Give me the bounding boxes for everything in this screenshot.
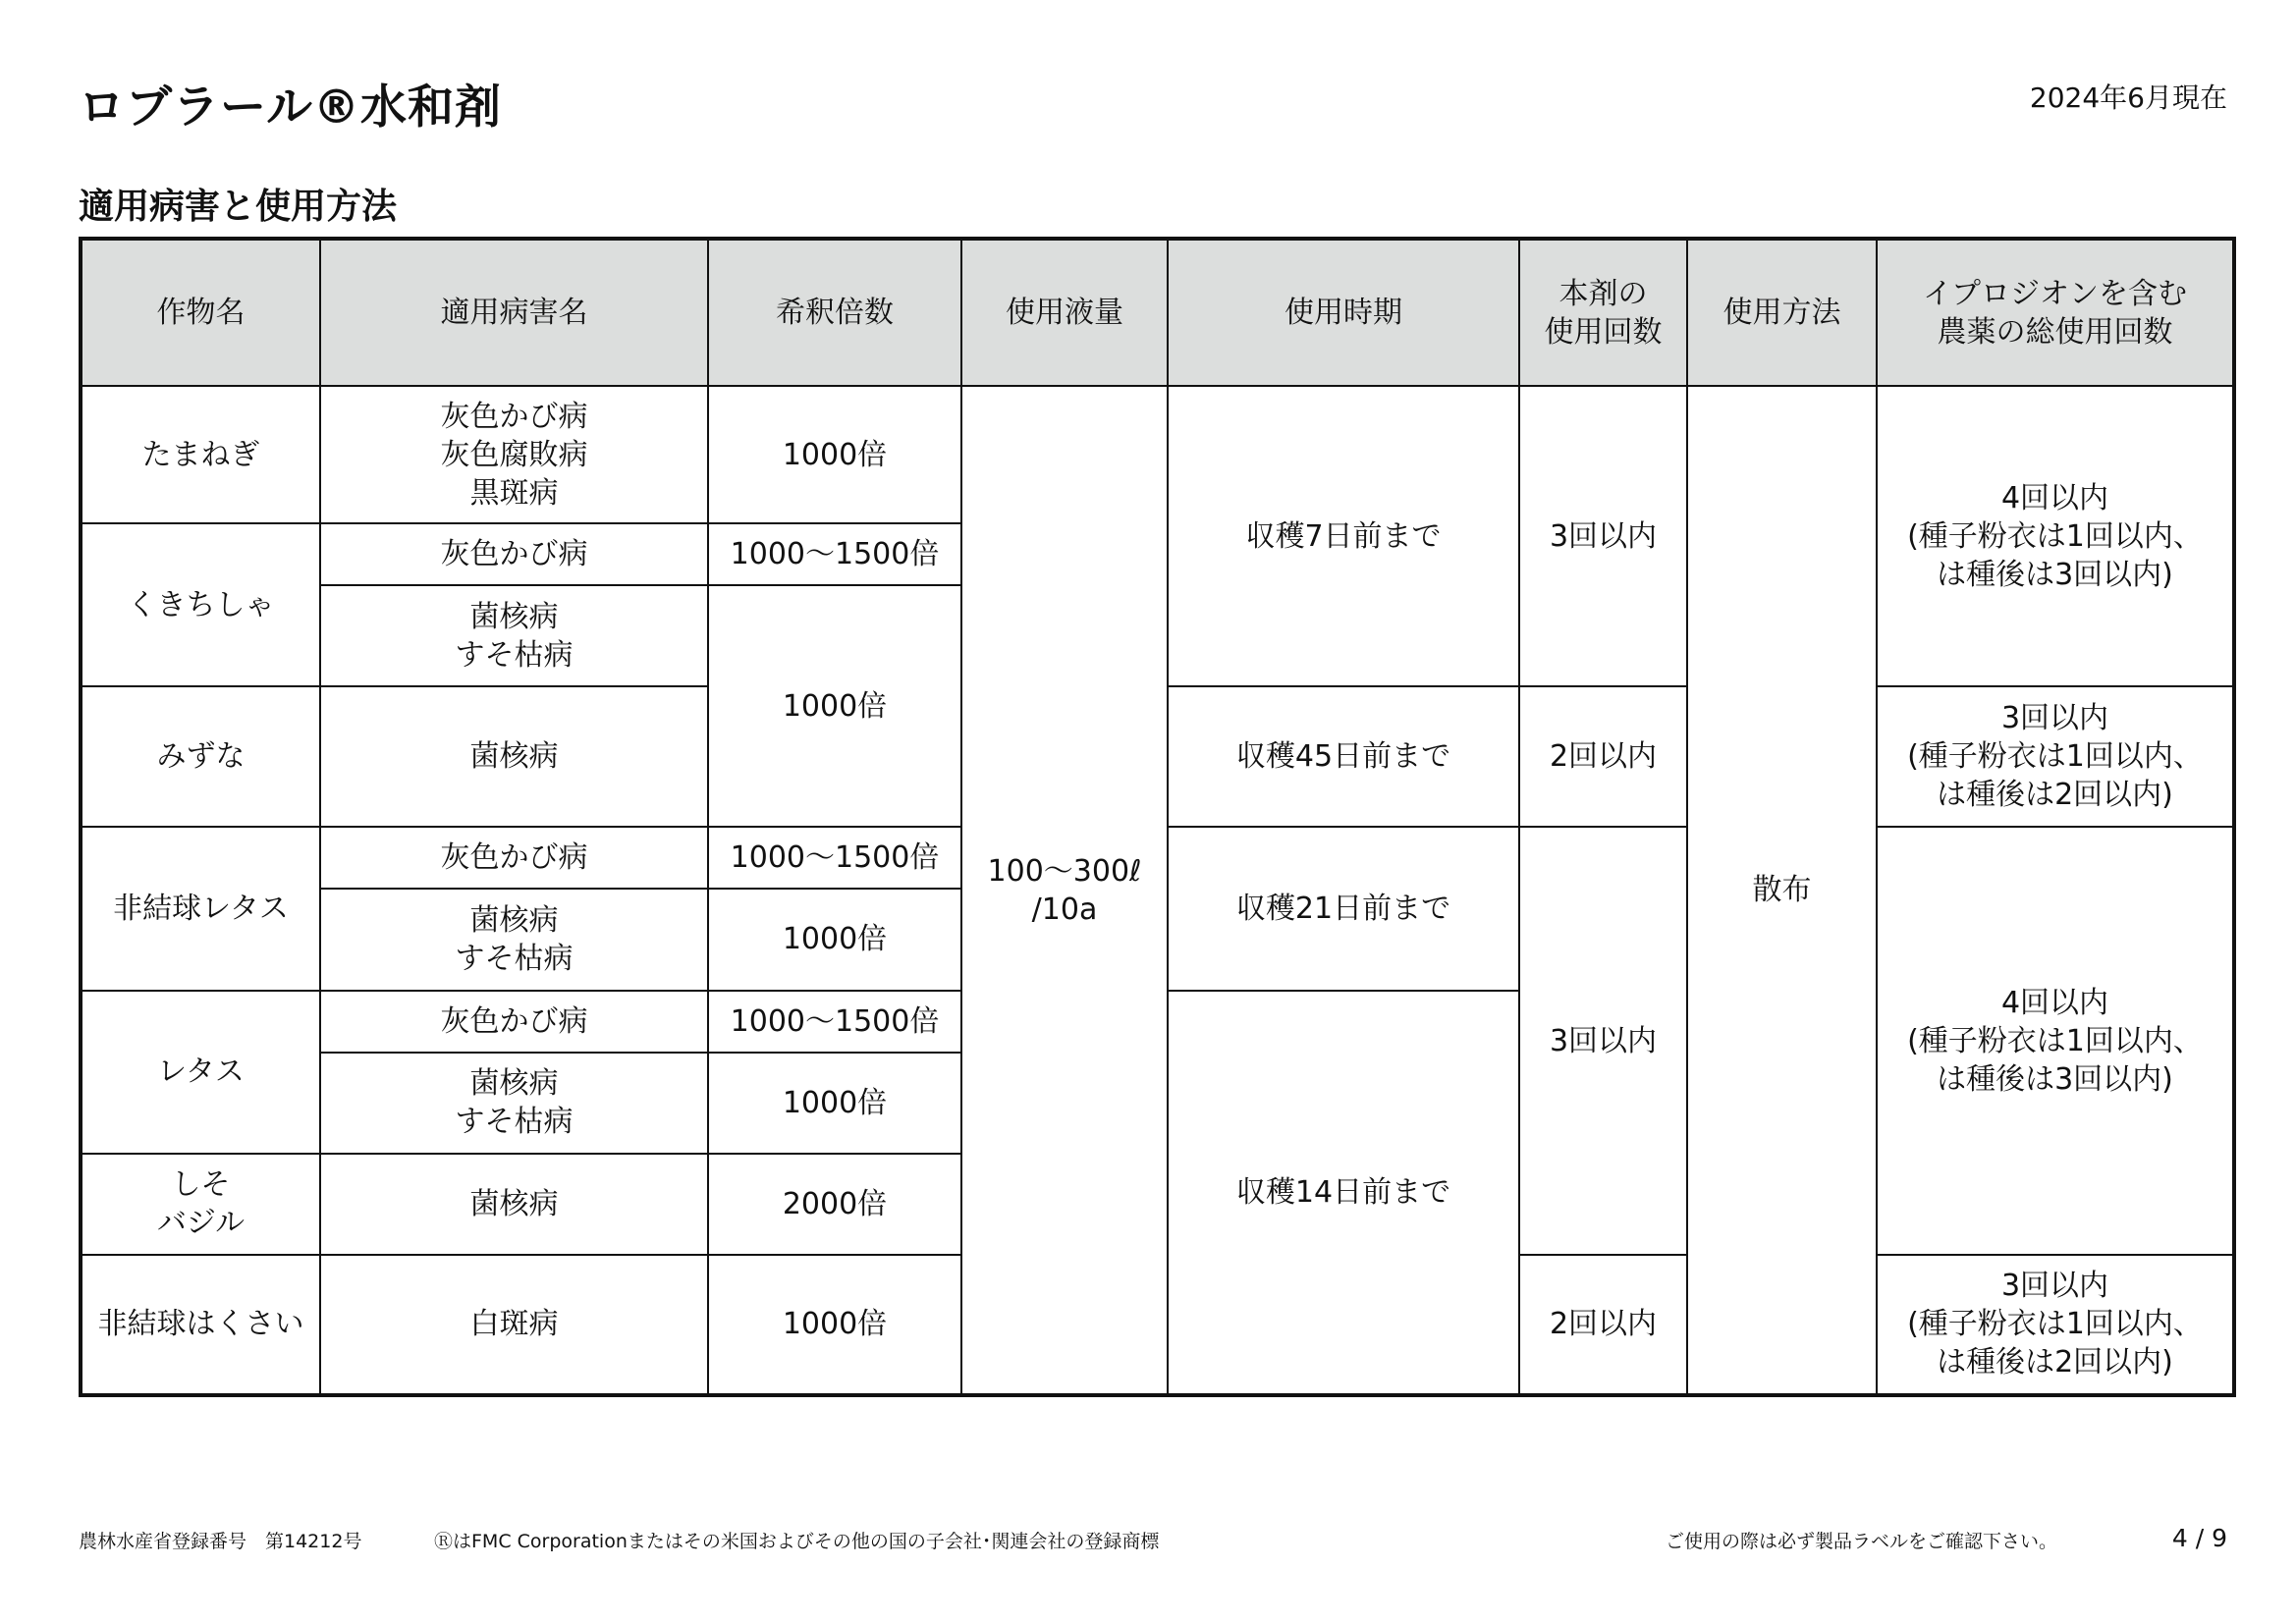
dilution-cell: 1000～1500倍 <box>708 523 961 585</box>
dilution-cell: 1000倍 <box>708 1255 961 1395</box>
timing-cell: 収穫21日前まで <box>1168 827 1519 990</box>
disease-cell: 灰色かび病 <box>320 827 708 889</box>
header-count: 本剤の 使用回数 <box>1519 239 1687 386</box>
timing-cell: 収穫7日前まで <box>1168 386 1519 686</box>
application-table <box>79 237 2236 1397</box>
header-volume: 使用液量 <box>961 239 1168 386</box>
dilution-cell: 1000～1500倍 <box>708 827 961 889</box>
disease-cell: 菌核病 <box>320 686 708 827</box>
crop-cell: みずな <box>81 686 320 827</box>
header-crop: 作物名 <box>81 239 320 386</box>
crop-cell: たまねぎ <box>81 386 320 523</box>
header-disease: 適用病害名 <box>320 239 708 386</box>
disease-cell: 菌核病 すそ枯病 <box>320 585 708 686</box>
dilution-cell: 1000倍 <box>708 585 961 827</box>
count-cell: 3回以内 <box>1519 386 1687 686</box>
label-notice: ご使用の際は必ず製品ラベルをご確認下さい。 <box>1666 1531 2058 1552</box>
registration-number: 農林水産省登録番号 第14212号 <box>79 1531 362 1552</box>
section-title: 適用病害と使用方法 <box>79 187 398 227</box>
disease-cell: 菌核病 すそ枯病 <box>320 889 708 990</box>
crop-cell: レタス <box>81 991 320 1154</box>
header-timing: 使用時期 <box>1168 239 1519 386</box>
method-cell: 散布 <box>1687 386 1877 1395</box>
dilution-cell: 1000～1500倍 <box>708 991 961 1053</box>
total-count-cell: 3回以内 (種子粉衣は1回以内、 は種後は2回以内) <box>1877 1255 2234 1395</box>
crop-cell: 非結球レタス <box>81 827 320 990</box>
crop-cell: 非結球はくさい <box>81 1255 320 1395</box>
disease-cell: 菌核病 <box>320 1154 708 1255</box>
count-cell: 2回以内 <box>1519 686 1687 827</box>
disease-cell: 白斑病 <box>320 1255 708 1395</box>
total-count-cell: 3回以内 (種子粉衣は1回以内、 は種後は2回以内) <box>1877 686 2234 827</box>
crop-cell: くきちしゃ <box>81 523 320 686</box>
volume-cell: 100～300ℓ /10a <box>961 386 1168 1395</box>
disease-cell: 灰色かび病 灰色腐敗病 黒斑病 <box>320 386 708 523</box>
total-count-cell: 4回以内 (種子粉衣は1回以内、 は種後は3回以内) <box>1877 827 2234 1254</box>
dilution-cell: 1000倍 <box>708 386 961 523</box>
total-count-cell: 4回以内 (種子粉衣は1回以内、 は種後は3回以内) <box>1877 386 2234 686</box>
dilution-cell: 1000倍 <box>708 889 961 990</box>
disease-cell: 灰色かび病 <box>320 523 708 585</box>
disease-cell: 菌核病 すそ枯病 <box>320 1053 708 1154</box>
as-of-date: 2024年6月現在 <box>2029 81 2227 114</box>
header-total-count: イプロジオンを含む 農薬の総使用回数 <box>1877 239 2234 386</box>
count-cell: 2回以内 <box>1519 1255 1687 1395</box>
header-dilution: 希釈倍数 <box>708 239 961 386</box>
dilution-cell: 1000倍 <box>708 1053 961 1154</box>
page-number: 4 / 9 <box>2171 1524 2227 1552</box>
timing-cell: 収穫14日前まで <box>1168 991 1519 1395</box>
page-title: ロブラール®水和剤 <box>79 81 503 135</box>
trademark-notice: ⓇはFMC Corporationまたはその米国およびその他の国の子会社･関連会社の登録商標 <box>434 1531 1160 1552</box>
count-cell: 3回以内 <box>1519 827 1687 1254</box>
disease-cell: 灰色かび病 <box>320 991 708 1053</box>
crop-cell: しそ バジル <box>81 1154 320 1255</box>
timing-cell: 収穫45日前まで <box>1168 686 1519 827</box>
header-method: 使用方法 <box>1687 239 1877 386</box>
dilution-cell: 2000倍 <box>708 1154 961 1255</box>
